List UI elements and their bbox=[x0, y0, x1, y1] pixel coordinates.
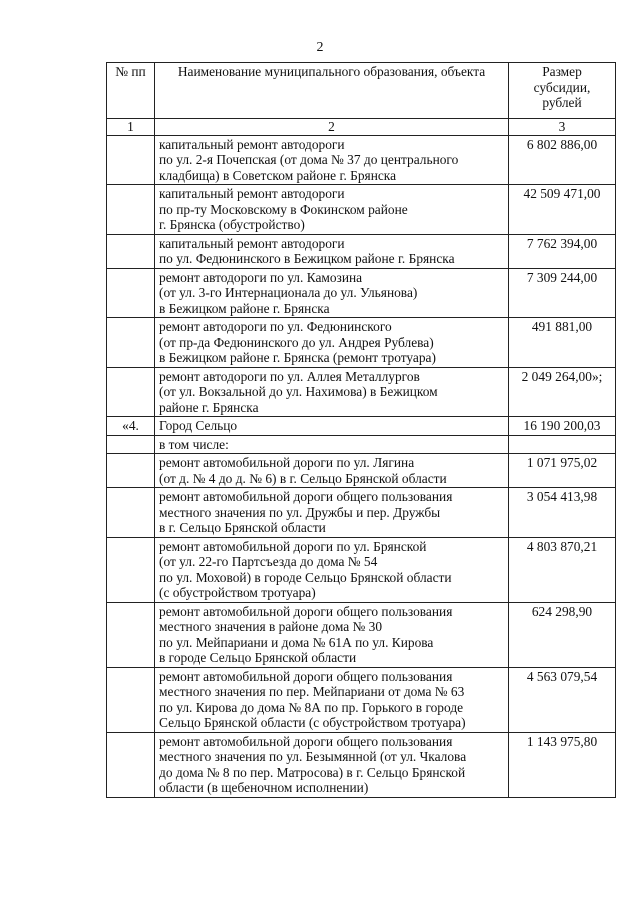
row-name-line: капитальный ремонт автодороги bbox=[159, 186, 345, 201]
row-amount: 624 298,90 bbox=[509, 602, 616, 667]
row-name bbox=[155, 417, 509, 436]
row-name bbox=[155, 318, 509, 368]
table-row bbox=[107, 417, 616, 436]
header-amount-line: рублей bbox=[542, 95, 582, 110]
row-name-line: (от ул. 3-го Интернационала до ул. Ульянова) bbox=[159, 285, 418, 300]
row-name-line: районе г. Брянска bbox=[159, 399, 259, 415]
row-amount: 4 803 870,21 bbox=[509, 537, 616, 602]
row-number bbox=[107, 435, 155, 454]
row-amount: 3 054 413,98 bbox=[509, 488, 616, 538]
row-name-line: в г. Сельцо Брянской области bbox=[159, 520, 326, 535]
row-amount: 491 881,00 bbox=[509, 318, 616, 368]
row-name bbox=[155, 454, 509, 488]
row-name bbox=[155, 732, 509, 797]
row-name-line: местного значения по пер. Мейпариани от дома № 63 bbox=[159, 684, 465, 699]
table-row bbox=[107, 268, 616, 318]
row-name-line: капитальный ремонт автодороги bbox=[159, 235, 345, 251]
page-number: 2 bbox=[316, 40, 324, 55]
row-name-line: (от д. № 4 до д. № 6) в г. Сельцо Брянской области bbox=[159, 470, 447, 486]
row-name-line: местного значения по ул. Дружбы и пер. Дружбы bbox=[159, 504, 441, 520]
row-name bbox=[155, 268, 509, 318]
row-number bbox=[107, 602, 155, 667]
row-number bbox=[107, 454, 155, 488]
index-cell: 1 bbox=[107, 119, 155, 136]
row-name-line: ремонт автодороги по ул. Аллея Металлургов bbox=[159, 368, 420, 384]
header-amount-line: Размер bbox=[542, 64, 582, 79]
row-number: «4. bbox=[107, 417, 155, 436]
table-row bbox=[107, 367, 616, 417]
row-name bbox=[155, 234, 509, 268]
row-name-line: до дома № 8 по пер. Матросова) в г. Сельцо Брянской bbox=[159, 764, 466, 780]
row-name-line: ремонт автомобильной дороги общего пользования bbox=[159, 668, 453, 684]
subsidy-table bbox=[106, 62, 616, 798]
row-number bbox=[107, 488, 155, 538]
row-amount: 7 309 244,00 bbox=[509, 268, 616, 318]
header-row bbox=[107, 63, 616, 119]
table-row bbox=[107, 454, 616, 488]
row-name-line: (от пр-да Федюнинского до ул. Андрея Рублева) bbox=[159, 334, 434, 350]
row-name-line: (от ул. 22-го Партсъезда до дома № 54 bbox=[159, 554, 378, 569]
index-cell: 3 bbox=[509, 119, 616, 136]
row-name-line: в том числе: bbox=[159, 436, 229, 452]
row-number bbox=[107, 537, 155, 602]
row-name-line: Сельцо Брянской области (с обустройством тротуара) bbox=[159, 715, 466, 730]
row-amount: 6 802 886,00 bbox=[509, 135, 616, 185]
table-row bbox=[107, 318, 616, 368]
row-name-line: ремонт автомобильной дороги общего пользования bbox=[159, 733, 453, 749]
row-name bbox=[155, 602, 509, 667]
row-name-line: по ул. Кирова до дома № 8А по пр. Горького в городе bbox=[159, 699, 464, 715]
row-number bbox=[107, 185, 155, 235]
row-name-line: области (в щебеночном исполнении) bbox=[159, 780, 369, 795]
table-row bbox=[107, 537, 616, 602]
header-name: Наименование муниципального образования, объекта bbox=[155, 63, 509, 119]
row-name-line: по ул. Мейпариани и дома № 61А по ул. Кирова bbox=[159, 634, 434, 650]
row-name-line: ремонт автодороги по ул. Федюнинского bbox=[159, 319, 392, 334]
row-name-line: ремонт автомобильной дороги по ул. Лягина bbox=[159, 455, 415, 470]
row-amount: 42 509 471,00 bbox=[509, 185, 616, 235]
table-row bbox=[107, 135, 616, 185]
row-amount: 16 190 200,03 bbox=[509, 417, 616, 436]
row-amount bbox=[509, 435, 616, 454]
row-name-line: г. Брянска (обустройство) bbox=[159, 217, 305, 232]
row-name-line: местного значения в районе дома № 30 bbox=[159, 619, 383, 634]
row-name-line: по ул. Федюнинского в Бежицком районе г. Брянска bbox=[159, 251, 455, 266]
index-cell: 2 bbox=[155, 119, 509, 136]
header-num: № пп bbox=[107, 63, 155, 119]
table-row bbox=[107, 488, 616, 538]
row-name bbox=[155, 367, 509, 417]
row-name-line: капитальный ремонт автодороги bbox=[159, 136, 345, 152]
row-name bbox=[155, 667, 509, 732]
row-name-line: в городе Сельцо Брянской области bbox=[159, 650, 357, 665]
table-row bbox=[107, 732, 616, 797]
row-number bbox=[107, 367, 155, 417]
header-amount bbox=[509, 63, 616, 119]
row-name-line: ремонт автомобильной дороги общего пользования bbox=[159, 489, 453, 504]
row-name-line: местного значения по ул. Безымянной (от ул. Чкалова bbox=[159, 749, 467, 764]
row-name bbox=[155, 435, 509, 454]
index-row bbox=[107, 119, 616, 136]
row-name-line: ремонт автодороги по ул. Камозина bbox=[159, 269, 363, 285]
row-amount: 1 071 975,02 bbox=[509, 454, 616, 488]
row-name bbox=[155, 537, 509, 602]
table-row bbox=[107, 602, 616, 667]
table-row bbox=[107, 667, 616, 732]
row-number bbox=[107, 135, 155, 185]
row-number bbox=[107, 268, 155, 318]
row-name-line: (от ул. Вокзальной до ул. Нахимова) в Бежицком bbox=[159, 384, 438, 399]
header-amount-line: субсидии, bbox=[533, 79, 591, 95]
row-name-line: ремонт автомобильной дороги по ул. Брянской bbox=[159, 538, 427, 554]
row-amount: 4 563 079,54 bbox=[509, 667, 616, 732]
row-name-line: кладбища) в Советском районе г. Брянска bbox=[159, 167, 397, 183]
row-name bbox=[155, 488, 509, 538]
row-number bbox=[107, 234, 155, 268]
row-name-line: по пр-ту Московскому в Фокинском районе bbox=[159, 201, 408, 217]
row-name-line: (с обустройством тротуара) bbox=[159, 585, 316, 600]
row-number bbox=[107, 667, 155, 732]
row-name-line: в Бежицком районе г. Брянска (ремонт тротуара) bbox=[159, 350, 436, 365]
row-number bbox=[107, 732, 155, 797]
row-name-line: в Бежицком районе г. Брянска bbox=[159, 300, 330, 316]
row-amount: 7 762 394,00 bbox=[509, 234, 616, 268]
row-name-line: Город Сельцо bbox=[159, 418, 238, 433]
row-name-line: по ул. Моховой) в городе Сельцо Брянской области bbox=[159, 569, 452, 585]
row-amount: 1 143 975,80 bbox=[509, 732, 616, 797]
table-row bbox=[107, 234, 616, 268]
row-name-line: по ул. 2-я Почепская (от дома № 37 до центрального bbox=[159, 152, 459, 167]
row-amount: 2 049 264,00»; bbox=[509, 367, 616, 417]
row-number bbox=[107, 318, 155, 368]
table-row bbox=[107, 185, 616, 235]
table-row bbox=[107, 435, 616, 454]
row-name-line: ремонт автомобильной дороги общего пользования bbox=[159, 603, 453, 619]
row-name bbox=[155, 185, 509, 235]
row-name bbox=[155, 135, 509, 185]
